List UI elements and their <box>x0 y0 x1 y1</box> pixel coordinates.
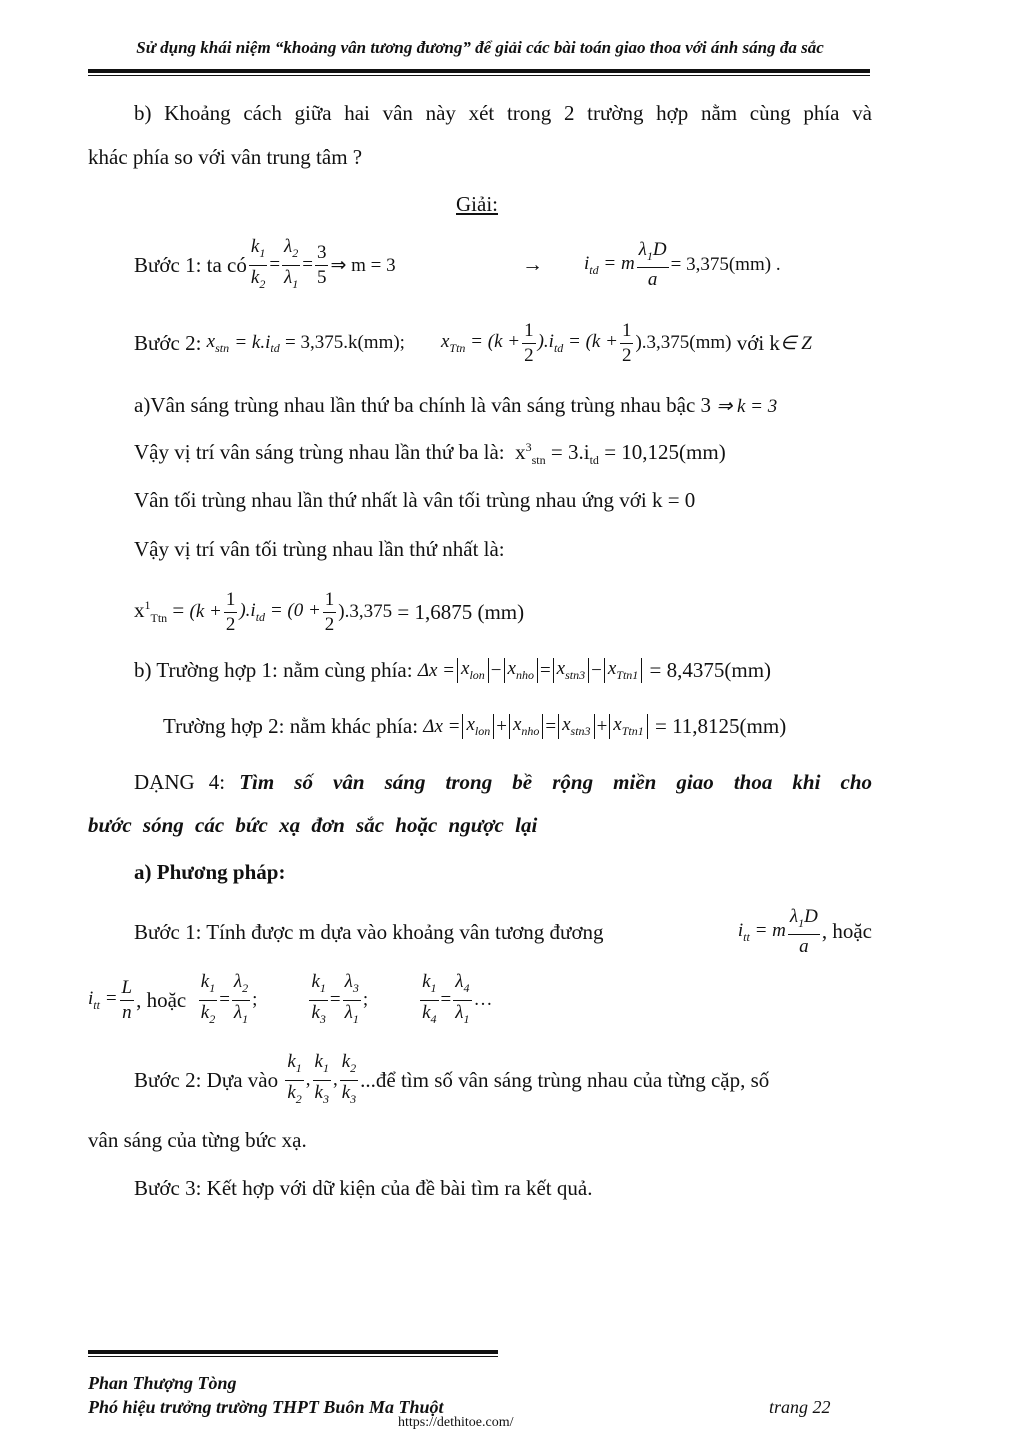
dang4-prefix: DẠNG 4: <box>134 770 226 794</box>
method-step2-prefix: Bước 2: Dựa vào <box>134 1067 279 1092</box>
method-step1-text: Bước 1: Tính được m dựa vào khoảng vân tương đương <box>134 919 604 944</box>
step1-result: = 3,375(mm) . <box>670 254 781 275</box>
footer-page-number: trang 22 <box>769 1397 831 1417</box>
step1-arrow: → <box>522 252 543 276</box>
xstn-eq: = k.i <box>234 332 271 353</box>
method-step2-row: Bước 2: Dựa vào $\frac{k_1}{k_2}$ , $\frac{k_1}{k_3}$ , $\frac{k_2}{k_3}$ ...để tìm số vân sáng trùng nhau của từng cặp, số <box>134 1050 770 1106</box>
with-k: với k <box>736 330 780 355</box>
footer-rule-thick <box>88 1350 498 1354</box>
footer-role: Phó hiệu trưởng trường THPT Buôn Ma Thuột <box>88 1397 444 1417</box>
footer-author: Phan Thượng Tòng <box>88 1373 237 1393</box>
k-equals-3: ⇒ k = 3 <box>716 396 778 417</box>
case1-row: b) Trường hợp 1: nằm cùng phía: Δx = $x_{lon}$ − $x_{nho}$ = $x_{stn3}$ − $x_{Ttn1}$ = 8,4375(mm) <box>134 658 772 682</box>
para-b-line1: b) Khoảng cách giữa hai vân này xét trong 2 trường hợp nằm cùng phía và <box>134 101 872 125</box>
frac-L-n: $\frac{L}{n}$ <box>121 976 133 1023</box>
method-step1-or2: , hoặc <box>136 987 187 1012</box>
header-title: Sử dụng khái niệm “khoảng vân tương đương” để giải các bài toán giao thoa với ánh sáng đa sắc <box>136 38 824 57</box>
frac-half-a: $\frac{1}{2}$ <box>524 319 534 366</box>
solution-heading: Giải: <box>456 192 498 216</box>
case1-result: = 8,4375(mm) <box>649 658 772 682</box>
step1-itd-row: $i_{td} = m$ $\frac{\lambda_1D}{a}$ = 3,375(mm) . <box>584 238 781 291</box>
line-a5-result: = 1,6875 (mm) <box>397 599 525 624</box>
case1-label: b) Trường hợp 1: nằm cùng phía: <box>134 658 413 682</box>
header-rule-thick <box>88 69 870 73</box>
method-step2-suffix: ...để tìm số vân sáng trùng nhau của từng cặp, số <box>360 1067 770 1092</box>
dang4-line1 <box>134 770 872 795</box>
frac-half-b: $\frac{1}{2}$ <box>621 319 632 366</box>
method-step2-line2: vân sáng của từng bức xạ. <box>88 1128 307 1152</box>
step2-label: Bước 2: <box>134 330 202 355</box>
dang4-title-2: bước sóng các bức xạ đơn sắc hoặc ngược lại <box>88 813 538 837</box>
line-a2-text: Vậy vị trí vân sáng trùng nhau lần thứ ba là: <box>134 440 505 464</box>
line-a5: $x^1_{Ttn}$ = (k + $\frac{1}{2}$ )$.i_{td} = (0$ + $\frac{1}{2}$ ).3,375 = 1,6875 (mm) <box>134 588 525 635</box>
m-equals-3: ⇒ m = 3 <box>330 254 396 276</box>
para-b-line2: khác phía so với vân trung tâm ? <box>88 145 363 169</box>
header-rule-thin <box>88 75 870 76</box>
ratio-k1-k2: $\frac{k_1}{k_2}$ <box>250 235 266 291</box>
line-a4: Vậy vị trí vân tối trùng nhau lần thứ nhất là: <box>134 537 505 561</box>
case2-label: Trường hợp 2: nằm khác phía: <box>163 714 419 738</box>
line-a2-value: = 3.i <box>550 440 590 464</box>
frac-half-c: $\frac{1}{2}$ <box>225 588 236 635</box>
frac-l1D-a: $\frac{\lambda_1D}{a}$ <box>638 238 667 291</box>
line-a2-tail: = 10,125(mm) <box>604 440 726 464</box>
step1-label: Bước 1: ta có <box>134 252 247 277</box>
method-heading: a) Phương pháp: <box>134 860 286 884</box>
method-step1-row2: $i_{tt}$ = $\frac{L}{n}$ , hoặc $\frac{k_1}{k_2}$ = $\frac{\lambda_2}{\lambda_1}$ ; $\frac{k_1}{k_3}$ = $\frac{\lambda_3}{\lambda_1}$ ; $\frac{k_1}{k_4}$ = $\frac{\lambda_4}{\lambda_1}$ … <box>88 970 493 1026</box>
footer-rule-thin <box>88 1356 498 1357</box>
line-a1 <box>134 393 777 418</box>
frac-l1D-a-2: $\frac{\lambda_1D}{a}$ <box>789 905 818 958</box>
line-a3: Vân tối trùng nhau lần thứ nhất là vân tối trùng nhau ứng với k = 0 <box>134 488 696 512</box>
ratio-3-5: $\frac{3}{5}$ <box>316 241 327 288</box>
step1-row: Bước 1: ta có $\frac{k_1}{k_2}$ = $\frac{\lambda_2}{\lambda_1}$ = $\frac{3}{5}$ ⇒ m = 3 <box>134 237 396 293</box>
in-z: ∈ Z <box>779 332 812 354</box>
case2-row: Trường hợp 2: nằm khác phía: Δx = $x_{lon}$ + $x_{nho}$ = $x_{stn3}$ + $x_{Ttn1}$ = 11,8125(mm) <box>163 714 787 738</box>
dang4-title-1: Tìm số vân sáng trong bề rộng miền giao thoa khi cho <box>239 770 873 794</box>
method-step1-row: Bước 1: Tính được m dựa vào khoảng vân tương đương $i_{tt} = m$ $\frac{\lambda_1D}{a}$ , hoặc <box>134 905 872 958</box>
xttn-tail: ).3,375(mm) <box>635 332 732 353</box>
ratio-l2-l1: $\frac{\lambda_2}{\lambda_1}$ <box>284 235 299 291</box>
xstn-value: = 3,375.k(mm); <box>285 332 405 353</box>
method-step1-or: , hoặc <box>821 919 872 944</box>
line-a2: Vậy vị trí vân sáng trùng nhau lần thứ ba là: $x^3_{stn} = 3.i_{td} = 10,125(mm)$ <box>134 440 726 468</box>
step2-row: Bước 2: $x_{stn}$ = k.i $_{td}$ = 3,375.k(mm); $x_{Ttn} = (k$ + $\frac{1}{2}$ )$.i_{td} = (k$ + $\frac{1}{2}$ ).3,375(mm) với k ∈ Z <box>134 319 812 366</box>
line-a1-text: a)Vân sáng trùng nhau lần thứ ba chính là vân sáng trùng nhau bậc 3 <box>134 393 712 417</box>
frac-half-d: $\frac{1}{2}$ <box>324 588 335 635</box>
method-step3: Bước 3: Kết hợp với dữ kiện của đề bài tìm ra kết quả. <box>134 1176 593 1200</box>
case2-result: = 11,8125(mm) <box>654 714 787 738</box>
footer-url: https://dethitoe.com/ <box>398 1415 514 1430</box>
